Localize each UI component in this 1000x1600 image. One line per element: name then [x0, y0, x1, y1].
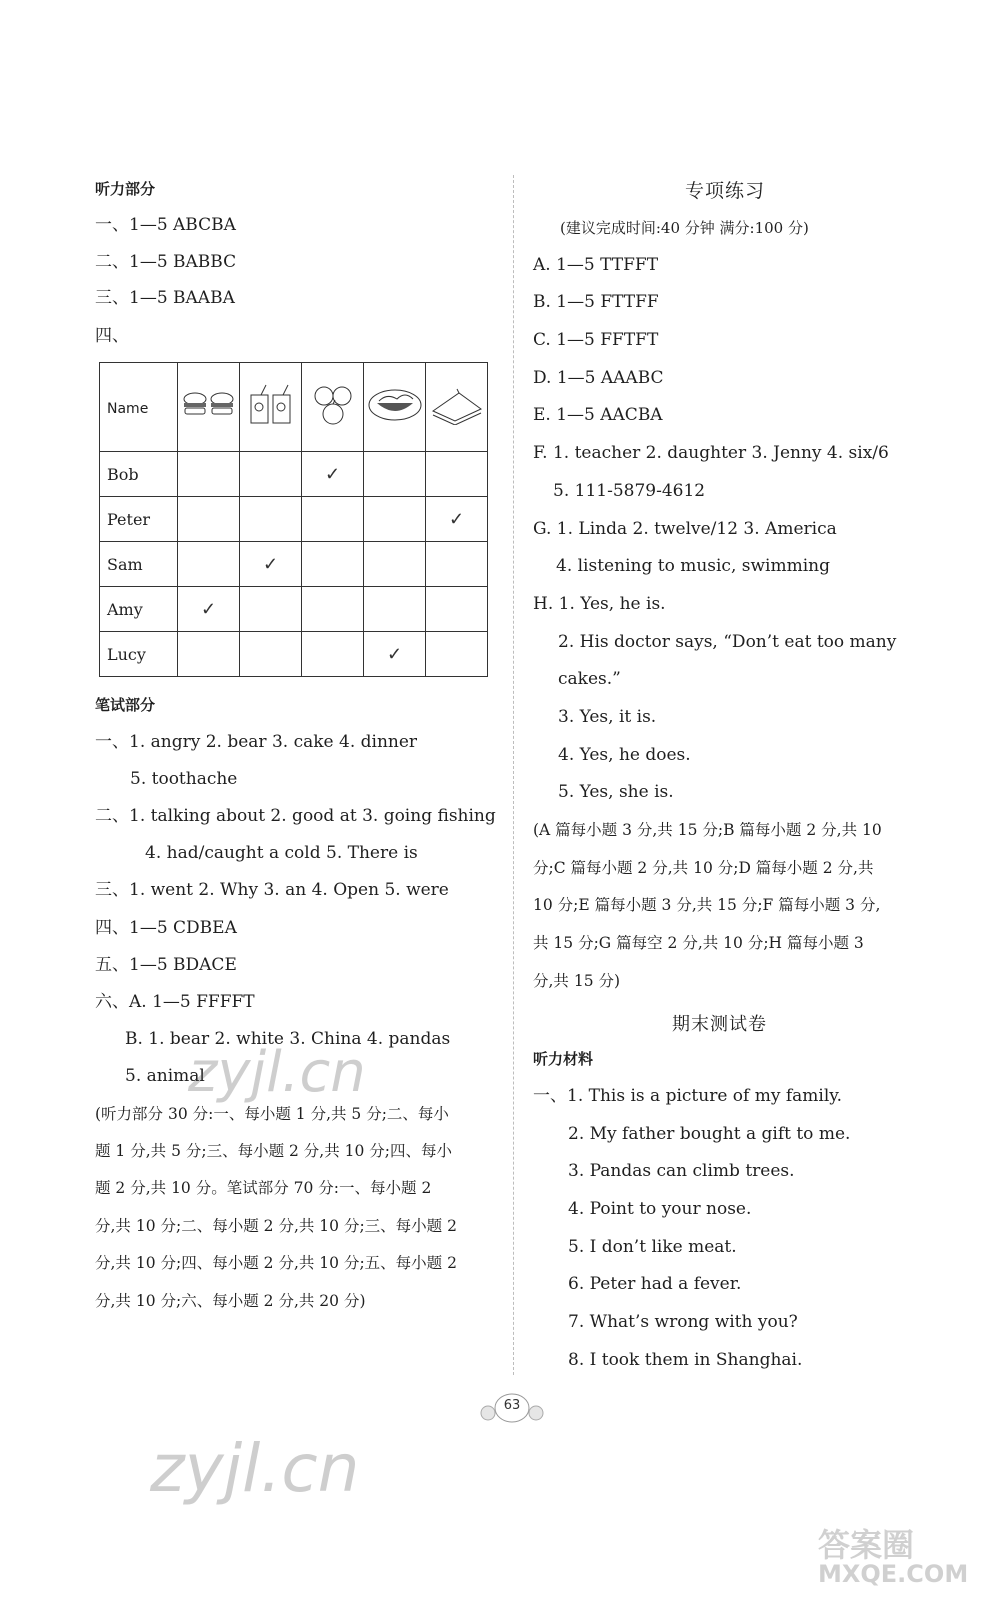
score-note-line: 分;C 篇每小题 2 分,共 10 分;D 篇每小题 2 分,共 — [533, 859, 874, 877]
page-number: 63 — [503, 1398, 521, 1413]
column-divider — [513, 175, 514, 1375]
page-number-badge — [480, 1391, 544, 1425]
written-section-title: 笔试部分 — [95, 696, 156, 714]
answer-line: 六、A. 1—5 FFFFT — [95, 992, 255, 1012]
watermark-text: zyjl.cn — [188, 1040, 366, 1105]
score-note-line: 共 15 分;G 篇每空 2 分,共 10 分;H 篇每小题 3 — [533, 934, 864, 952]
answer-line: B. 1. bear 2. white 3. China 4. pandas — [125, 1029, 451, 1049]
score-note-line: 题 2 分,共 10 分。笔试部分 70 分:一、每小题 2 — [95, 1179, 432, 1197]
table-row — [100, 542, 488, 587]
table-row — [100, 497, 488, 542]
score-note-line: 分,共 10 分;二、每小题 2 分,共 10 分;三、每小题 2 — [95, 1217, 457, 1235]
answer-line: 一、1. angry 2. bear 3. cake 4. dinner — [95, 732, 418, 752]
score-note-line: (听力部分 30 分:一、每小题 1 分,共 5 分;二、每小 — [95, 1105, 449, 1123]
answer-line: 4. had/caught a cold 5. There is — [145, 843, 418, 863]
listening-line: 8. I took them in Shanghai. — [568, 1350, 803, 1370]
answer-line: 4. listening to music, swimming — [556, 556, 830, 576]
watermark-logo-text: MXQE.COM — [818, 1560, 969, 1588]
check-mark: ✓ — [262, 553, 279, 575]
noodles-icon — [364, 363, 426, 452]
score-note-line: (A 篇每小题 3 分,共 15 分;B 篇每小题 2 分,共 10 — [533, 821, 882, 839]
answer-line: 一、1—5 ABCBA — [95, 215, 236, 235]
answer-line: 五、1—5 BDACE — [95, 955, 237, 975]
answer-line: 四、1—5 CDBEA — [95, 918, 237, 938]
answer-line: A. 1—5 TTFFT — [533, 255, 659, 275]
answer-line: 三、1—5 BAABA — [95, 288, 235, 308]
score-note-line: 分,共 10 分;六、每小题 2 分,共 20 分) — [95, 1292, 366, 1310]
check-mark: ✓ — [324, 463, 341, 485]
answer-line: 5. toothache — [130, 769, 238, 789]
listening-line: 5. I don’t like meat. — [568, 1237, 737, 1257]
listening-line: 一、1. This is a picture of my family. — [533, 1086, 843, 1106]
watermark-text: zyjl.cn — [150, 1430, 360, 1507]
listening-line: 3. Pandas can climb trees. — [568, 1161, 795, 1181]
sandwich-icon — [426, 363, 488, 452]
score-note-line: 10 分;E 篇每小题 3 分,共 15 分;F 篇每小题 3 分, — [533, 896, 881, 914]
answer-line: 3. Yes, it is. — [558, 707, 657, 727]
hamburger-icon — [178, 363, 240, 452]
answer-line: D. 1—5 AAABC — [533, 368, 664, 388]
table-header-row — [100, 363, 488, 452]
answer-line: E. 1—5 AACBA — [533, 405, 663, 425]
answer-line: 5. 111-5879-4612 — [553, 481, 706, 501]
check-mark: ✓ — [386, 643, 403, 665]
answer-line: 二、1—5 BABBC — [95, 252, 237, 272]
check-mark: ✓ — [448, 508, 465, 530]
table-header-name: Name — [100, 363, 178, 452]
table-row — [100, 632, 488, 677]
listening-line: 4. Point to your nose. — [568, 1199, 752, 1219]
answer-line: cakes.” — [558, 669, 621, 689]
answer-line: F. 1. teacher 2. daughter 3. Jenny 4. six/6 — [533, 443, 889, 463]
listening-section-title: 听力部分 — [95, 180, 156, 198]
score-note-line: 题 1 分,共 5 分;三、每小题 2 分,共 10 分;四、每小 — [95, 1142, 453, 1160]
answer-line: B. 1—5 FTTFF — [533, 292, 659, 312]
answer-line: 二、1. talking about 2. good at 3. going fishing — [95, 806, 496, 826]
exam-title: 期末测试卷 — [672, 1014, 767, 1035]
table-row — [100, 452, 488, 497]
apples-icon — [302, 363, 364, 452]
answer-line: 5. Yes, she is. — [558, 782, 674, 802]
answer-line: 四、 — [95, 326, 129, 346]
answer-line: G. 1. Linda 2. twelve/12 3. America — [533, 519, 837, 539]
answer-line: 2. His doctor says, “Don’t eat too many — [558, 632, 897, 652]
listening-material-title: 听力材料 — [533, 1050, 594, 1068]
row-name: Peter — [100, 497, 178, 542]
row-name: Bob — [100, 452, 178, 497]
score-note-line: 分,共 10 分;四、每小题 2 分,共 10 分;五、每小题 2 — [95, 1254, 457, 1272]
listening-line: 6. Peter had a fever. — [568, 1274, 742, 1294]
table-row — [100, 587, 488, 632]
score-note-line: 分,共 15 分) — [533, 972, 621, 990]
section-title: 专项练习 — [685, 180, 766, 202]
food-table — [99, 362, 488, 677]
listening-line: 2. My father bought a gift to me. — [568, 1124, 851, 1144]
juice-box-icon — [240, 363, 302, 452]
answer-line: 5. animal — [125, 1066, 205, 1086]
watermark-logo-text: 答案圈 — [818, 1526, 915, 1564]
listening-line: 7. What’s wrong with you? — [568, 1312, 798, 1332]
answer-line: 4. Yes, he does. — [558, 745, 691, 765]
row-name: Sam — [100, 542, 178, 587]
row-name: Lucy — [100, 632, 178, 677]
row-name: Amy — [100, 587, 178, 632]
answer-line: 三、1. went 2. Why 3. an 4. Open 5. were — [95, 880, 449, 900]
answer-line: H. 1. Yes, he is. — [533, 594, 666, 614]
section-subtitle: (建议完成时间:40 分钟 满分:100 分) — [560, 219, 809, 237]
answer-line: C. 1—5 FFTFT — [533, 330, 659, 350]
check-mark: ✓ — [200, 598, 217, 620]
